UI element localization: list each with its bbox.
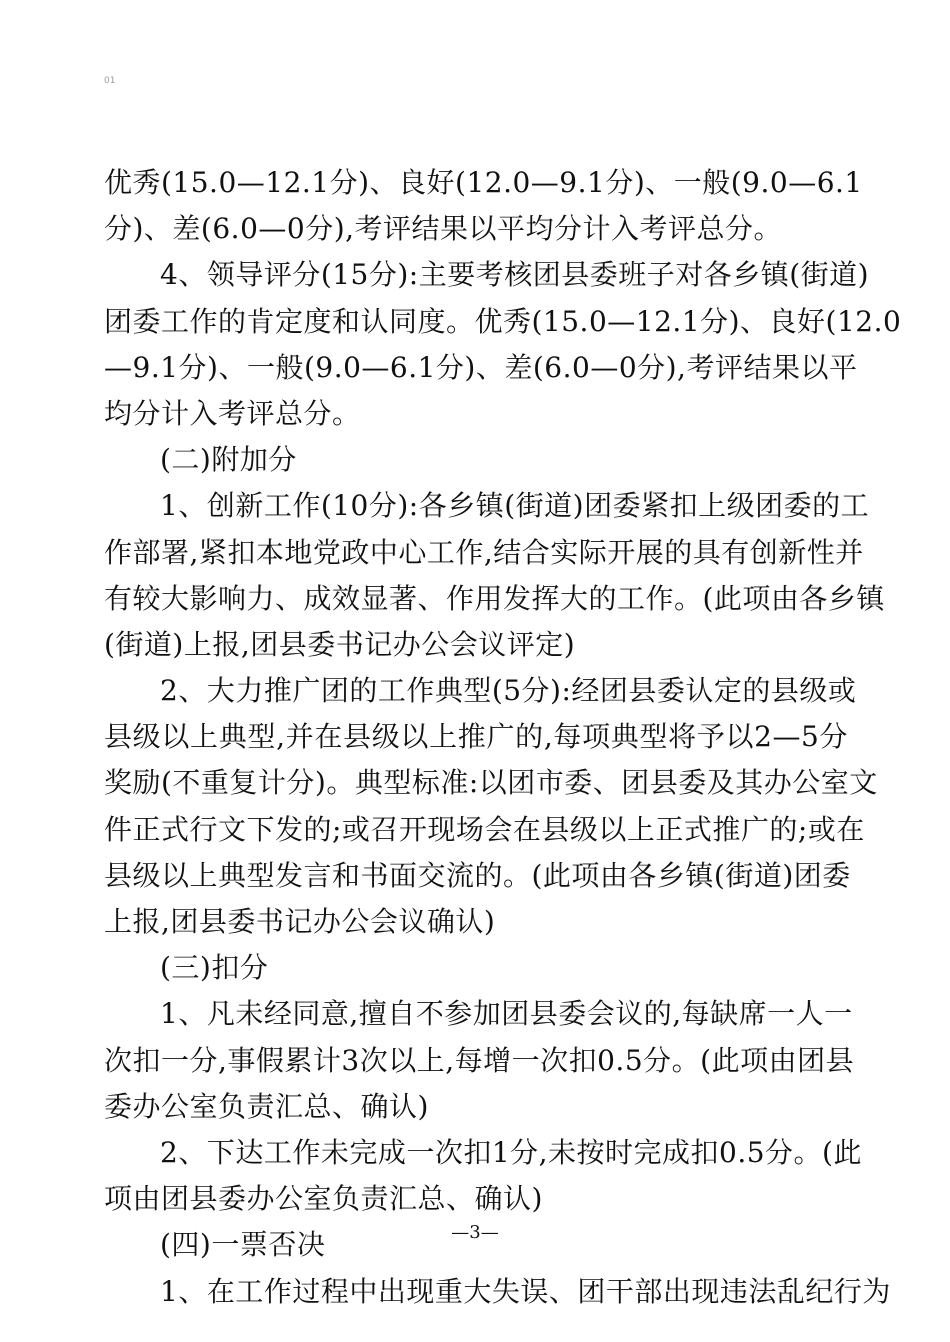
text-line: 上报,团县委书记办公会议确认) (104, 905, 496, 938)
corner-mark: 01 (104, 76, 116, 86)
section-heading: (三)扣分 (160, 951, 269, 985)
text-line: 分)、差(6.0—0分),考评结果以平均分计入考评总分。 (104, 212, 783, 246)
text-line: 作部署,紧扣本地党政中心工作,结合实际开展的具有创新性并 (104, 535, 864, 569)
text-line: 奖励(不重复计分)。典型标准:以团市委、团县委及其办公室文 (104, 766, 878, 800)
text-line: 1、凡未经同意,擅自不参加团县委会议的,每缺席一人一 (160, 997, 853, 1031)
text-line: 件正式行文下发的;或召开现场会在县级以上正式推广的;或在 (104, 812, 865, 846)
section-heading: (二)附加分 (160, 443, 297, 477)
text-line: 委办公室负责汇总、确认) (104, 1089, 429, 1123)
text-line: 项由团县委办公室负责汇总、确认) (104, 1182, 543, 1216)
text-line: 县级以上典型发言和书面交流的。(此项由各乡镇(街道)团委 (104, 858, 851, 892)
text-line: 1、在工作过程中出现重大失误、团干部出现违法乱纪行为 (160, 1274, 891, 1308)
text-line: 有较大影响力、成效显著、作用发挥大的工作。(此项由各乡镇 (104, 581, 885, 615)
text-line: 2、大力推广团的工作典型(5分):经团县委认定的县级或 (160, 674, 857, 708)
text-line: 次扣一分,事假累计3次以上,每增一次扣0.5分。(此项由团县 (104, 1043, 855, 1077)
text-line: 县级以上典型,并在县级以上推广的,每项典型将予以2—5分 (104, 720, 848, 754)
section-heading: (四)一票否决 (160, 1228, 326, 1262)
text-line: 1、创新工作(10分):各乡镇(街道)团委紧扣上级团委的工 (160, 489, 870, 523)
text-line: 2、下达工作未完成一次扣1分,未按时完成扣0.5分。(此 (160, 1135, 862, 1169)
text-line: 优秀(15.0—12.1分)、良好(12.0—9.1分)、一般(9.0—6.1 (104, 166, 863, 199)
text-line: 均分计入考评总分。 (104, 396, 361, 430)
text-line: 团委工作的肯定度和认同度。优秀(15.0—12.1分)、良好(12.0 (104, 304, 902, 338)
text-line: (街道)上报,团县委书记办公会议评定) (104, 627, 576, 661)
text-line: —9.1分)、一般(9.0—6.1分)、差(6.0—0分),考评结果以平 (104, 350, 858, 384)
document-body (104, 160, 902, 1315)
page-number: —3— (451, 1222, 499, 1243)
text-line: 4、领导评分(15分):主要考核团县委班子对各乡镇(街道) (160, 258, 870, 292)
